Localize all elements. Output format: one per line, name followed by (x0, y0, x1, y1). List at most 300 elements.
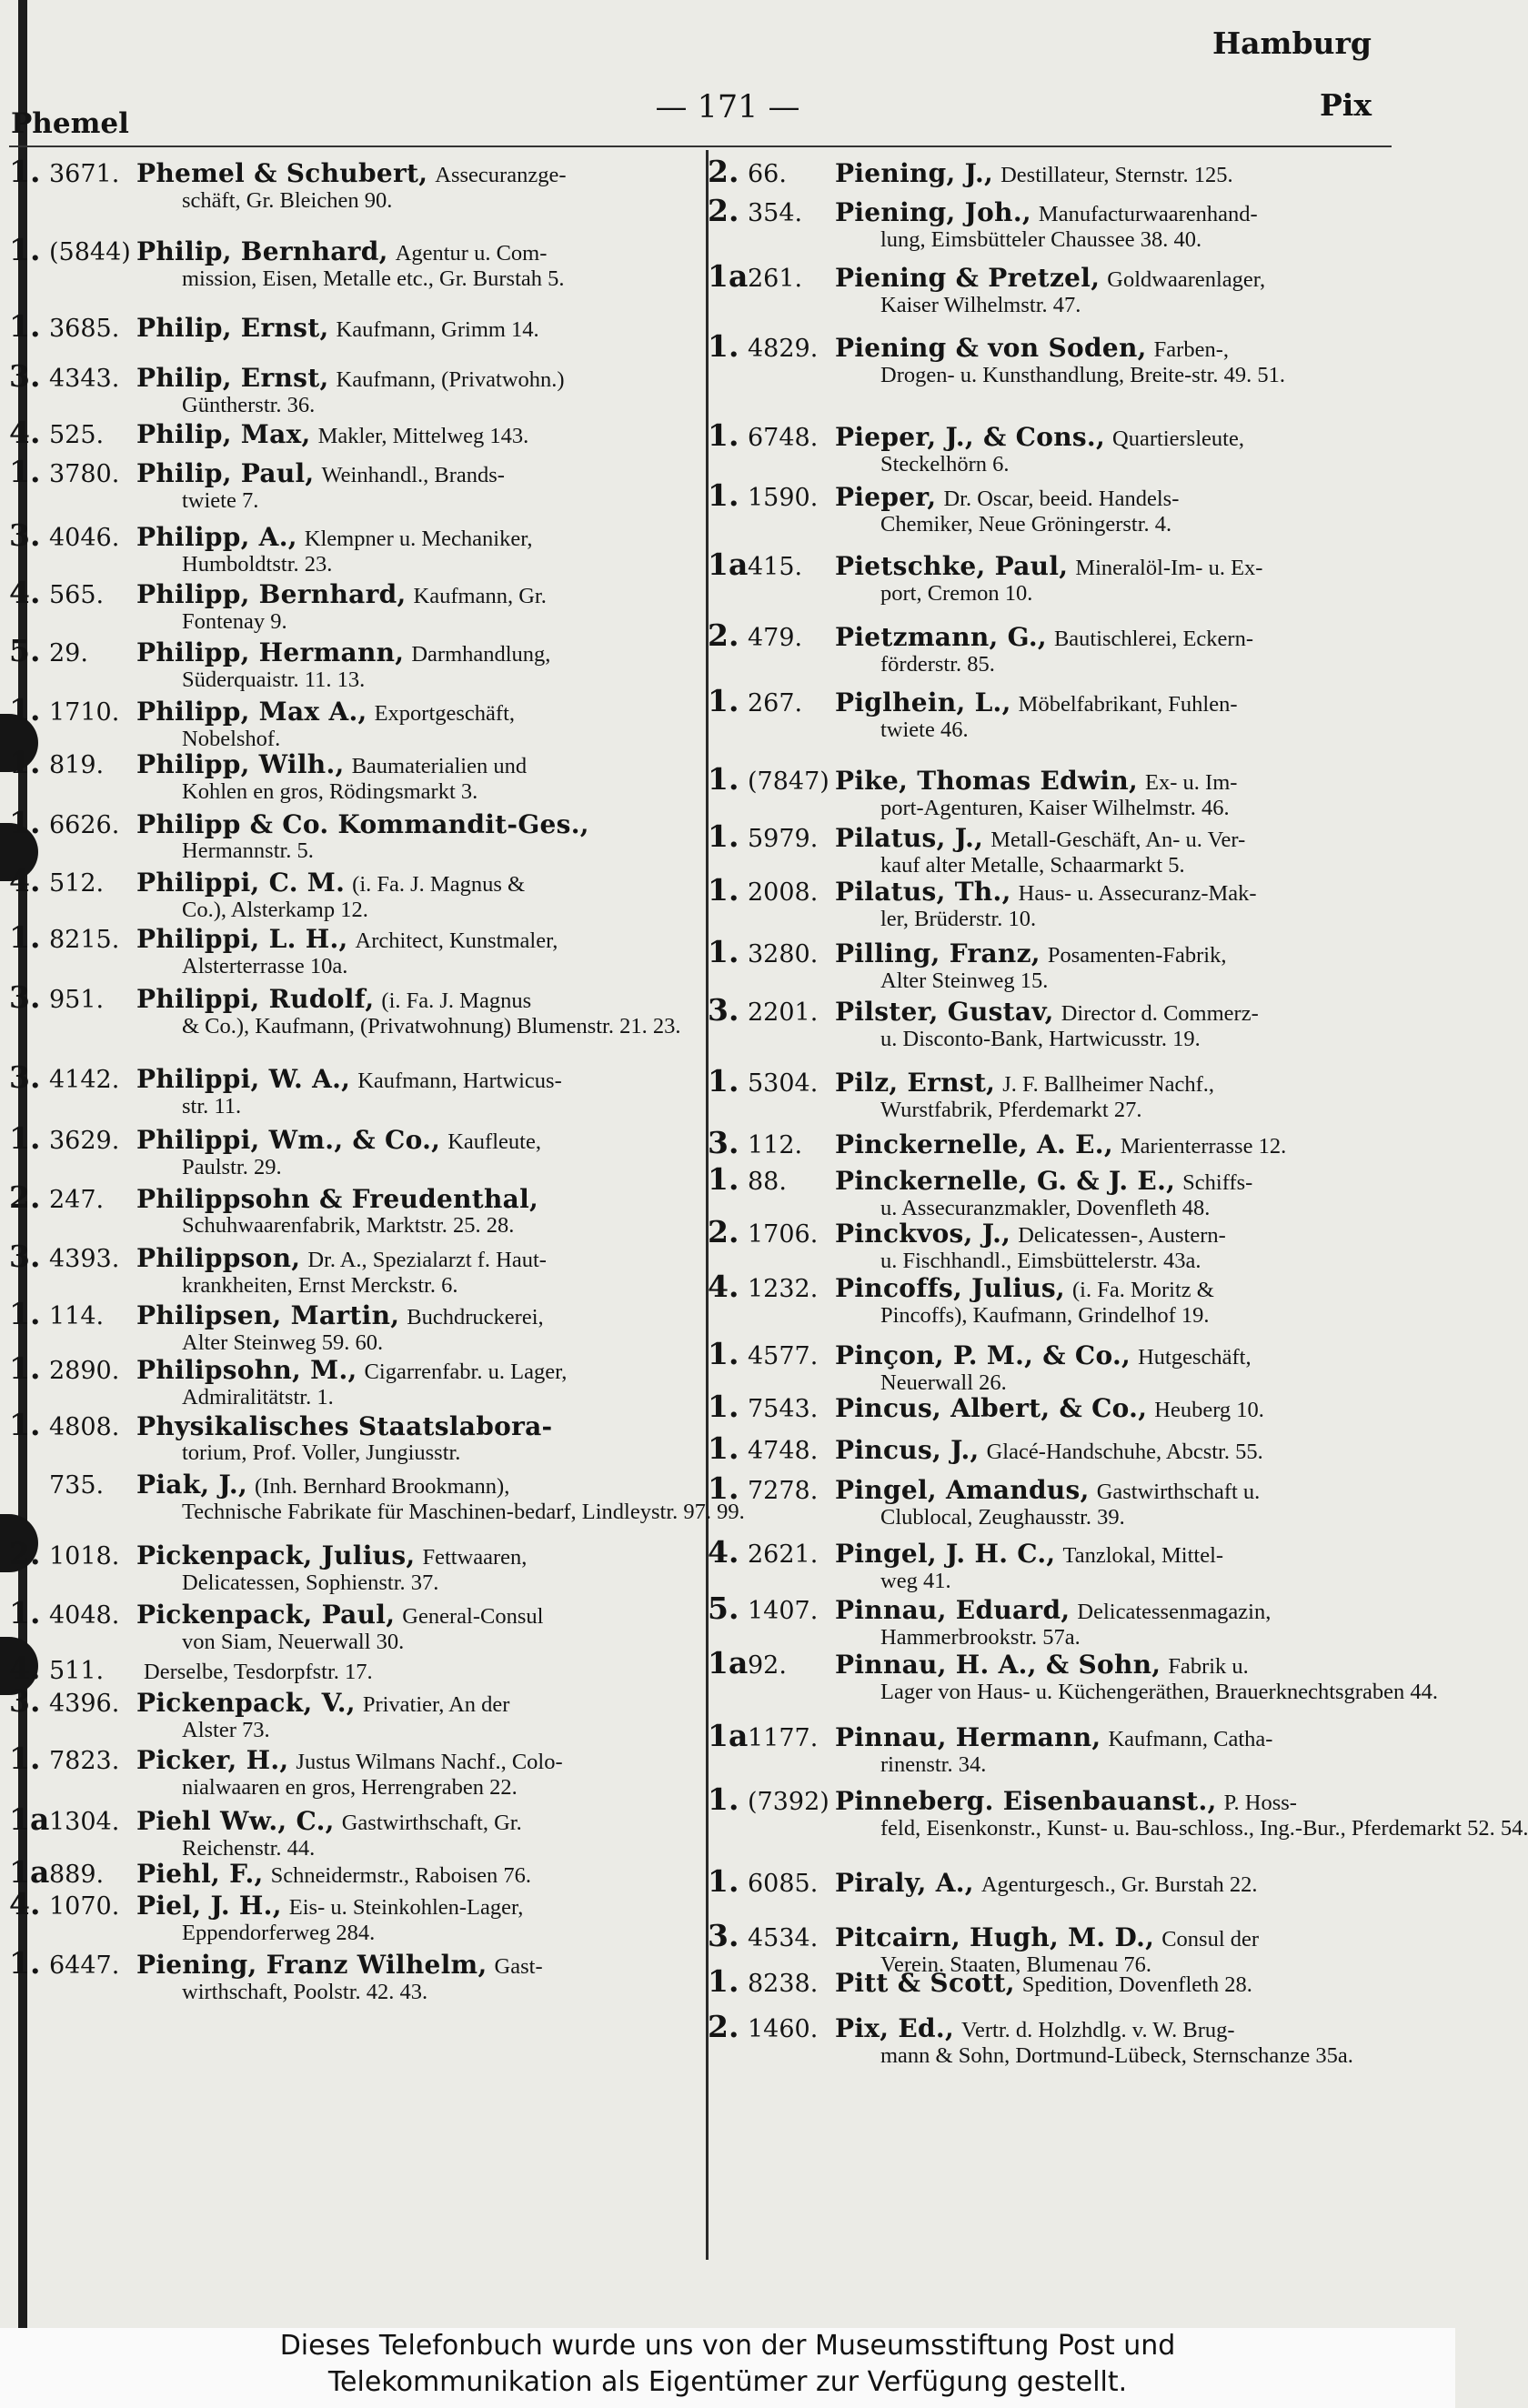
entry-class: 1. (708, 1063, 739, 1099)
entry-address: u. Disconto-Bank, Hartwicusstr. 19. (880, 1027, 1201, 1051)
entry-description: (i. Fa. Moritz & (1071, 1278, 1214, 1302)
entry-name: Pinneberg. Eisenbauanst., (835, 1786, 1217, 1816)
entry-class: 1. (9, 1296, 41, 1331)
entry-phone-number: 1018. (49, 1542, 120, 1570)
entry-address: u. Assecuranzmakler, Dovenfleth 48. (880, 1196, 1211, 1220)
entry-name: Philippi, Wm., & Co., (136, 1125, 441, 1155)
entry-class: 2. (708, 154, 739, 189)
entry-name: Pieper, J., & Cons., (835, 422, 1106, 452)
entry-name: Piglhein, L., (835, 687, 1011, 717)
entry-address: Steckelhörn 6. (880, 452, 1010, 477)
entry-phone-number: 1590. (748, 484, 819, 512)
entry-phone-number: 7823. (49, 1747, 120, 1775)
entry-description: Agentur u. Com- (395, 241, 548, 266)
entry-address: Alter Steinweg 59. 60. (182, 1330, 384, 1355)
entry-class: 1. (9, 1741, 41, 1776)
entry-phone-number: 88. (748, 1168, 787, 1196)
entry-address: Süderquaistr. 11. 13. (182, 667, 366, 692)
entry-description: General-Consul (402, 1604, 544, 1629)
entry-phone-number: 354. (748, 199, 803, 227)
entry-address: twiete 46. (880, 717, 969, 742)
directory-entry (708, 683, 1403, 743)
entry-description: Gastwirthschaft u. (1096, 1480, 1261, 1504)
entry-address: port, Cremon 10. (880, 581, 1033, 606)
entry-class: 1a (708, 1718, 749, 1753)
entry-class: 3. (708, 1125, 739, 1160)
entry-description: Posamenten-Fabrik, (1047, 943, 1227, 968)
entry-class: 2. (9, 1536, 41, 1571)
entry-class: 5. (9, 633, 41, 668)
entry-name: Philipp, Bernhard, (136, 579, 407, 609)
entry-class: 4. (9, 863, 41, 898)
entry-description: Assecuranzge- (435, 163, 567, 187)
entry-phone-number: 3685. (49, 315, 120, 343)
entry-name: Phemel & Schubert, (136, 158, 428, 188)
directory-entry (708, 1336, 1403, 1396)
entry-phone-number: 112. (748, 1131, 803, 1159)
directory-entry (9, 863, 700, 923)
entry-phone-number: 5979. (748, 825, 819, 853)
entry-address: Kohlen en gros, Rödingsmarkt 3. (182, 779, 478, 804)
entry-name: Philip, Ernst, (136, 363, 329, 393)
entry-name: Philippi, Rudolf, (136, 984, 375, 1014)
entry-address: Pincoffs), Kaufmann, Grindelhof 19. (880, 1303, 1210, 1328)
entry-class: 1. (9, 454, 41, 489)
entry-class: 3. (9, 1683, 41, 1719)
entry-address: Admiralitätstr. 1. (182, 1385, 334, 1410)
entry-phone-number: 512. (49, 869, 105, 898)
entry-phone-number: 415. (748, 553, 803, 581)
entry-address: mann & Sohn, Dortmund-Lübeck, Sternschanze 35a. (880, 2043, 1353, 2068)
entry-name: Philippson, (136, 1243, 301, 1273)
entry-address: Verein. Staaten, Blumenau 76. (880, 1952, 1152, 1977)
entry-address: wirthschaft, Poolstr. 42. 43. (182, 1980, 428, 2004)
entry-class: 1a (708, 547, 749, 582)
entry-phone-number: 1407. (748, 1597, 819, 1625)
entry-description: (i. Fa. J. Magnus (381, 988, 532, 1013)
entry-class: 1. (708, 761, 739, 797)
directory-entry (708, 761, 1403, 821)
entry-description: Farben-, (1153, 337, 1229, 362)
directory-entry (708, 934, 1403, 994)
entry-description: Hutgeschäft, (1138, 1345, 1252, 1370)
entry-class: 1. (708, 934, 739, 969)
directory-entry (9, 745, 700, 805)
directory-entry (9, 1886, 700, 1946)
entry-class: 3. (9, 358, 41, 394)
entry-address: u. Fischhandl., Eimsbüttelerstr. 43a. (880, 1249, 1201, 1273)
entry-phone-number: 4808. (49, 1413, 120, 1441)
entry-description: Quartiersleute, (1112, 426, 1244, 451)
entry-address: Alsterterrasse 10a. (182, 954, 348, 978)
entry-name: Philip, Max, (136, 419, 311, 449)
directory-entry (708, 1645, 1438, 1705)
entry-class: 1a (9, 1854, 50, 1890)
entry-name: Pickenpack, V., (136, 1688, 356, 1718)
entry-class: 2. (708, 617, 739, 653)
entry-name: Philipp, A., (136, 522, 297, 552)
entry-address: Hermannstr. 5. (182, 838, 314, 863)
entry-name: Piraly, A., (835, 1868, 974, 1898)
entry-description: (Inh. Bernhard Brookmann), (255, 1474, 510, 1499)
entry-class: 1. (708, 477, 739, 513)
entry-class: 1. (708, 1161, 739, 1197)
entry-name: Pinckernelle, A. E., (835, 1129, 1113, 1159)
header-right-keyword: Pix (1319, 87, 1372, 123)
directory-entry (708, 1781, 1528, 1841)
entry-address: schäft, Gr. Bleichen 90. (182, 188, 393, 213)
entry-class: 3. (9, 517, 41, 553)
entry-address: Neuerwall 26. (880, 1370, 1007, 1395)
entry-description: Derselbe, Tesdorpfstr. 17. (144, 1660, 373, 1684)
entry-name: Piehl Ww., C., (136, 1806, 335, 1836)
directory-entry (9, 1120, 700, 1180)
entry-address: Co.), Alsterkamp 12. (182, 898, 368, 922)
directory-entry (9, 1407, 700, 1466)
entry-class: 3. (9, 979, 41, 1015)
directory-entry (708, 417, 1403, 477)
entry-class: 1. (708, 872, 739, 908)
entry-phone-number: 4046. (49, 524, 120, 552)
entry-name: Piel, J. H., (136, 1891, 282, 1921)
entry-address: ler, Brüderstr. 10. (880, 907, 1037, 931)
directory-entry (9, 415, 700, 450)
entry-address: Kaiser Wilhelmstr. 47. (880, 293, 1081, 317)
entry-name: Piening, Joh., (835, 197, 1031, 227)
directory-entry (9, 633, 700, 693)
directory-entry (9, 154, 700, 214)
entry-name: Pincoffs, Julius, (835, 1273, 1065, 1303)
entry-name: Philipp & Co. Kommandit-Ges., (136, 809, 589, 839)
entry-name: Pinnau, Eduard, (835, 1595, 1071, 1625)
entry-phone-number: 525. (49, 421, 105, 449)
entry-class: 3. (9, 1059, 41, 1095)
entry-name: Pincus, Albert, & Co., (835, 1393, 1148, 1423)
entry-description: Cigarrenfabr. u. Lager, (364, 1360, 568, 1384)
entry-description: Darmhandlung, (411, 642, 551, 667)
entry-address: Alter Steinweg 15. (880, 968, 1049, 993)
entry-address: & Co.), Kaufmann, (Privatwohnung) Blumenstr. 21. 23. (182, 1014, 681, 1038)
entry-description: Bautischlerei, Eckern- (1053, 627, 1253, 651)
directory-entry (708, 1534, 1403, 1594)
entry-phone-number: 565. (49, 581, 105, 609)
directory-entry (708, 477, 1403, 537)
entry-description: Delicatessen-, Austern- (1018, 1223, 1226, 1248)
entry-phone-number: 4343. (49, 365, 120, 393)
entry-name: Pingel, J. H. C., (835, 1539, 1056, 1569)
entry-class: 2. (708, 2009, 739, 2044)
entry-phone-number: 6085. (748, 1870, 819, 1898)
entry-name: Pinnau, H. A., & Sohn, (835, 1650, 1161, 1680)
entry-description: Weinhandl., Brands- (321, 463, 505, 487)
footer-line-2: Telekommunikation als Eigentümer zur Verfügung gestellt. (327, 2366, 1128, 2398)
entry-class: 1. (708, 1336, 739, 1371)
entry-name: Picker, H., (136, 1745, 289, 1775)
entry-class: 1. (708, 328, 739, 364)
entry-class: 4. (9, 415, 41, 450)
entry-description: Klempner u. Mechaniker, (304, 527, 533, 551)
directory-entry (9, 979, 700, 1039)
directory-entry (708, 1269, 1403, 1329)
entry-description: Kaufleute, (447, 1129, 541, 1154)
entry-class: 1. (9, 745, 41, 780)
entry-name: Pilatus, J., (835, 823, 984, 853)
entry-name: Philippi, W. A., (136, 1064, 351, 1094)
entry-class: 1. (9, 1595, 41, 1630)
entry-name: Piening & von Soden, (835, 333, 1147, 363)
directory-entry (708, 818, 1403, 878)
page-number: — 171 — (655, 89, 800, 125)
entry-description: Gastwirthschaft, Gr. (341, 1811, 522, 1835)
entry-phone-number: 7543. (748, 1395, 819, 1423)
entry-address: feld, Eisenkonstr., Kunst- u. Bau-schloss., Ing.-Bur., Pferdemarkt 52. 54. (880, 1816, 1528, 1841)
entry-description: Glacé-Handschuhe, Abcstr. 55. (986, 1440, 1263, 1464)
entry-class: 1. (9, 1350, 41, 1386)
entry-name: Pix, Ed., (835, 2013, 954, 2043)
entry-name: Pike, Thomas Edwin, (835, 766, 1139, 796)
entry-class: 1. (9, 154, 41, 189)
entry-name: Pilling, Franz, (835, 938, 1040, 968)
entry-description: Manufacturwaarenhand- (1038, 202, 1258, 226)
directory-entry (9, 308, 700, 344)
entry-phone-number: 6626. (49, 811, 120, 839)
entry-class: 3. (9, 1239, 41, 1274)
entry-description: Architect, Kunstmaler, (355, 928, 558, 953)
entry-phone-number: 4829. (748, 335, 819, 363)
entry-class: 4. (9, 575, 41, 610)
entry-description: Kaufmann, Grimm 14. (336, 317, 539, 342)
header-city: Hamburg (1211, 25, 1372, 61)
entry-phone-number: 2890. (49, 1357, 120, 1385)
directory-entry (9, 919, 700, 979)
entry-address: Technische Fabrikate für Maschinen-bedarf, Lindleystr. 97. 99. (182, 1500, 745, 1524)
entry-name: Philip, Paul, (136, 458, 315, 488)
entry-class: 1a (708, 258, 749, 294)
entry-phone-number: 1710. (49, 698, 120, 727)
entry-class: 2. (708, 1214, 739, 1249)
header-left-keyword: Phemel (11, 107, 129, 140)
entry-address: Wurstfabrik, Pferdemarkt 27. (880, 1098, 1142, 1122)
entry-phone-number: 4534. (748, 1924, 819, 1952)
entry-address: Drogen- u. Kunsthandlung, Breite-str. 49. 51. (880, 363, 1286, 387)
entry-address: kauf alter Metalle, Schaarmarkt 5. (880, 853, 1185, 878)
entry-class: 1. (708, 1470, 739, 1506)
entry-phone-number: 1304. (49, 1808, 120, 1836)
entry-class: 1. (708, 818, 739, 854)
directory-entry (9, 517, 700, 577)
entry-phone-number: 267. (748, 689, 803, 717)
entry-phone-number: 819. (49, 751, 105, 779)
entry-address: lung, Eimsbütteler Chaussee 38. 40. (880, 227, 1202, 252)
entry-address: Reichenstr. 44. (182, 1836, 316, 1861)
directory-entry (708, 872, 1403, 932)
entry-description: Mineralöl-Im- u. Ex- (1075, 556, 1263, 580)
entry-name: Pitt & Scott, (835, 1968, 1015, 1998)
entry-name: Pietschke, Paul, (835, 551, 1069, 581)
entry-name: Pinckernelle, G. & J. E., (835, 1166, 1176, 1196)
entry-class: 4. (708, 1269, 739, 1304)
directory-entry (9, 454, 700, 514)
directory-entry (9, 805, 700, 864)
entry-class: 3. (708, 1918, 739, 1953)
directory-entry (708, 1470, 1403, 1530)
entry-address: von Siam, Neuerwall 30. (182, 1630, 405, 1654)
entry-description: Tanzlokal, Mittel- (1062, 1543, 1224, 1568)
entry-class: 1. (9, 1120, 41, 1156)
entry-address: Humboldtstr. 23. (182, 552, 333, 577)
entry-address: port-Agenturen, Kaiser Wilhelmstr. 46. (880, 796, 1230, 820)
entry-name: Physikalisches Staatslabora- (136, 1411, 553, 1441)
entry-description: Fettwaaren, (422, 1545, 528, 1570)
entry-description: Destillateur, Sternstr. 125. (1000, 163, 1233, 187)
entry-description: Justus Wilmans Nachf., Colo- (296, 1750, 563, 1774)
directory-entry (708, 1161, 1403, 1221)
entry-phone-number: 1070. (49, 1892, 120, 1921)
entry-description: Möbelfabrikant, Fuhlen- (1018, 692, 1238, 717)
entry-class: 4. (9, 1886, 41, 1921)
directory-entry (708, 154, 1403, 189)
entry-phone-number: 6447. (49, 1951, 120, 1980)
entry-description: Goldwaarenlager, (1107, 267, 1266, 292)
entry-description: Dr. Oscar, beeid. Handels- (943, 487, 1180, 511)
entry-address: förderstr. 85. (880, 652, 995, 677)
entry-address: weg 41. (880, 1569, 951, 1593)
entry-phone-number: 4048. (49, 1601, 120, 1630)
entry-name: Philipp, Max A., (136, 697, 367, 727)
entry-phone-number: 8238. (748, 1970, 819, 1998)
entry-phone-number: 2201. (748, 998, 819, 1027)
entry-class: 1. (708, 683, 739, 718)
entry-address: Delicatessen, Sophienstr. 37. (182, 1570, 439, 1595)
entry-address: rinenstr. 34. (880, 1752, 987, 1777)
directory-entry (9, 232, 700, 292)
entry-description: Metall-Geschäft, An- u. Ver- (990, 828, 1246, 852)
entry-name: Pilster, Gustav, (835, 997, 1054, 1027)
entry-phone-number: 1460. (748, 2015, 819, 2043)
entry-name: Pinnau, Hermann, (835, 1722, 1101, 1752)
directory-entry (708, 1389, 1403, 1424)
entry-phone-number: 261. (748, 265, 803, 293)
entry-description: Dr. A., Spezialarzt f. Haut- (307, 1248, 547, 1272)
directory-entry (9, 1683, 700, 1743)
entry-address: Clublocal, Zeughausstr. 39. (880, 1505, 1125, 1530)
entry-phone-number: 4393. (49, 1245, 120, 1273)
entry-class: 1. (708, 1430, 739, 1466)
directory-entry (708, 1718, 1403, 1778)
entry-name: Pinçon, P. M., & Co., (835, 1340, 1131, 1370)
directory-entry (9, 1650, 700, 1686)
entry-name: Philippsohn & Freudenthal, (136, 1184, 539, 1214)
entry-name: Pincus, J., (835, 1435, 980, 1465)
entry-name: Pingel, Amandus, (835, 1475, 1090, 1505)
entry-phone-number: 66. (748, 160, 787, 188)
entry-address: Schuhwaarenfabrik, Marktstr. 25. 28. (182, 1213, 515, 1238)
entry-description: Kaufmann, Catha- (1108, 1727, 1273, 1751)
entry-description: Kaufmann, Gr. (413, 584, 547, 608)
entry-phone-number: (5844) (49, 238, 131, 266)
entry-phone-number: (7847) (748, 768, 829, 796)
footer-line-1: Dieses Telefonbuch wurde uns von der Museumsstiftung Post und (279, 2330, 1176, 2362)
directory-entry (9, 1470, 745, 1525)
directory-entry (9, 1595, 700, 1655)
entry-description: (i. Fa. J. Magnus & (352, 872, 526, 897)
entry-description: Eis- u. Steinkohlen-Lager, (288, 1895, 524, 1920)
directory-entry (9, 1741, 700, 1801)
directory-entry (708, 258, 1403, 318)
entry-address: mission, Eisen, Metalle etc., Gr. Burstah 5. (182, 266, 565, 291)
directory-entry (708, 1590, 1403, 1650)
entry-description: Vertr. d. Holzhdlg. v. W. Brug- (961, 2018, 1235, 2042)
entry-address: twiete 7. (182, 488, 259, 513)
entry-name: Piak, J., (136, 1470, 248, 1500)
entry-class: 1. (9, 919, 41, 955)
entry-class: 1. (9, 692, 41, 727)
entry-phone-number: 3671. (49, 160, 120, 188)
entry-description: Director d. Commerz- (1061, 1001, 1259, 1026)
entry-phone-number: 4748. (748, 1437, 819, 1465)
entry-class: 1. (708, 1389, 739, 1424)
entry-phone-number: 2621. (748, 1540, 819, 1569)
entry-phone-number: 29. (49, 639, 88, 667)
entry-class: 3. (708, 992, 739, 1028)
entry-class: 4. (708, 1534, 739, 1570)
directory-entry (708, 547, 1403, 607)
directory-entry (708, 617, 1403, 677)
entry-name: Pilz, Ernst, (835, 1068, 996, 1098)
entry-name: Pilatus, Th., (835, 877, 1011, 907)
directory-entry (708, 992, 1403, 1052)
entry-description: Fabrik u. (1168, 1654, 1249, 1679)
entry-phone-number: 4396. (49, 1690, 120, 1718)
entry-address: Chemiker, Neue Gröningerstr. 4. (880, 512, 1172, 537)
entry-name: Pietzmann, G., (835, 622, 1047, 652)
entry-name: Pickenpack, Paul, (136, 1600, 396, 1630)
entry-class: 1. (9, 805, 41, 840)
entry-phone-number: 889. (49, 1861, 105, 1889)
directory-entry (9, 575, 700, 635)
entry-description: Exportgeschäft, (374, 701, 516, 726)
entry-name: Pinckvos, J., (835, 1219, 1011, 1249)
entry-name: Pickenpack, Julius, (136, 1540, 416, 1570)
entry-class: 1. (9, 232, 41, 267)
entry-name: Philipp, Wilh., (136, 749, 345, 779)
entry-description: Baumaterialien und (351, 754, 528, 778)
directory-entry (708, 1863, 1403, 1899)
entry-description: Haus- u. Assecuranz-Mak- (1018, 881, 1257, 906)
entry-name: Piening & Pretzel, (835, 263, 1101, 293)
directory-entry (708, 193, 1403, 253)
entry-description: Buchdruckerei, (407, 1305, 544, 1329)
entry-description: Spedition, Dovenfleth 28. (1021, 1972, 1252, 1997)
entry-class: 1. (708, 417, 739, 453)
entry-name: Philipp, Hermann, (136, 637, 405, 667)
entry-address: Paulstr. 29. (182, 1155, 282, 1179)
directory-entry (9, 1350, 700, 1410)
entry-phone-number: 3280. (748, 940, 819, 968)
entry-description: Delicatessenmagazin, (1077, 1600, 1272, 1624)
entry-phone-number: 8215. (49, 926, 120, 954)
entry-phone-number: 1232. (748, 1275, 819, 1303)
entry-phone-number: 1706. (748, 1220, 819, 1249)
entry-phone-number: (7392) (748, 1788, 829, 1816)
entry-phone-number: 114. (49, 1302, 105, 1330)
directory-entry (9, 1296, 700, 1356)
entry-phone-number: 2008. (748, 878, 819, 907)
entry-class: 1a (708, 1645, 749, 1681)
entry-name: Piening, J., (835, 158, 994, 188)
directory-entry (9, 1239, 700, 1299)
entry-phone-number: 951. (49, 986, 105, 1014)
